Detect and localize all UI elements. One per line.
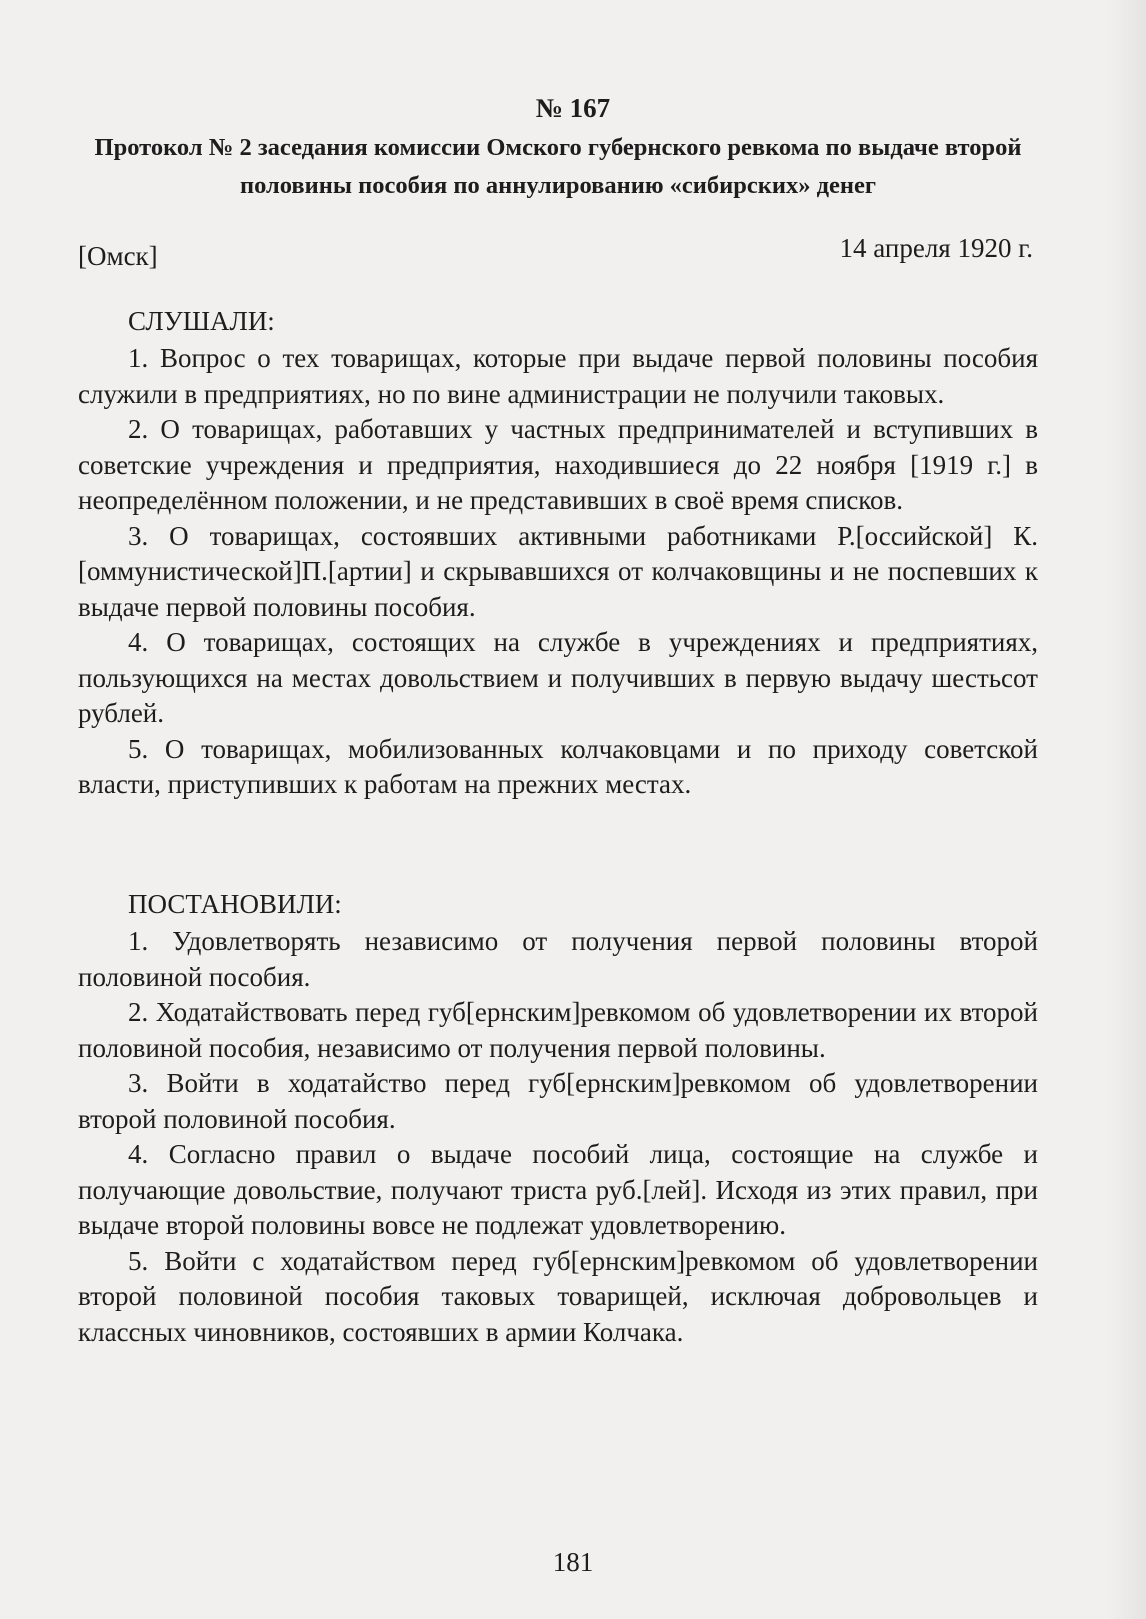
resolved-heading: ПОСТАНОВИЛИ: [128, 889, 342, 919]
heard-item-2: 2. О товарищах, работавших у частных предпринимателей и вступивших в советские учреждения и предприятия, находившиеся до 22 ноября [1919 г.] в неопределённом положении, и не представивших в своё время списков. [78, 414, 1038, 515]
heard-item-1: 1. Вопрос о тех товарищах, которые при выдаче первой половины пособия служили в предприятиях, но по вине администрации не получили таковых. [78, 343, 1038, 409]
resolved-item-1: 1. Удовлетворять независимо от получения первой половины второй половиной пособия. [78, 926, 1038, 992]
resolved-item-3: 3. Войти в ходатайство перед губ[ернским]ревкомом об удовлетворении второй половиной пособия. [78, 1068, 1038, 1134]
resolved-item-2: 2. Ходатайствовать перед губ[ернским]ревкомом об удовлетворении их второй половиной пособия, независимо от получения первой половины. [78, 997, 1038, 1063]
heard-item-4: 4. О товарищах, состоящих на службе в учреждениях и предприятиях, пользующихся на местах довольствием и получивших в первую выдачу шестьсот рублей. [78, 627, 1038, 728]
resolved-item-5: 5. Войти с ходатайством перед губ[ернским]ревкомом об удовлетворении второй половиной пособия таковых товарищей, исключая добровольцев и классных чиновников, состоявших в армии Колчака. [78, 1245, 1038, 1347]
resolved-section [78, 887, 1038, 1350]
heard-item-3: 3. О товарищах, состоявших активными работниками Р.[оссийской] К.[оммунистической]П.[артии] и скрывавшихся от колчаковщины и не поспевших к выдаче первой половины пособия. [78, 520, 1038, 622]
scan-edge-shadow [1106, 0, 1146, 1619]
heard-heading: СЛУШАЛИ: [128, 306, 275, 336]
page-number: 181 [552, 1547, 594, 1577]
heard-item-5: 5. О товарищах, мобилизованных колчаковцами и по приходу советской власти, приступивших к работам на прежних местах. [78, 733, 1038, 799]
document-date: 14 апреля 1920 г. [839, 233, 1033, 263]
resolved-item-4: 4. Согласно правил о выдаче пособий лица, состоящие на службе и получающие довольствие, получают триста руб.[лей]. Исходя из этих правил, при выдаче второй половины вовсе не подлежат удовлетворению. [78, 1139, 1038, 1240]
document-place: [Омск] [78, 241, 158, 271]
document-title: Протокол № 2 заседания комиссии Омского губернского ревкома по выдаче второй половины пособия по аннулированию «сибирских» денег [94, 134, 1022, 199]
document-number: № 167 [535, 93, 611, 123]
heard-section [78, 304, 1038, 803]
